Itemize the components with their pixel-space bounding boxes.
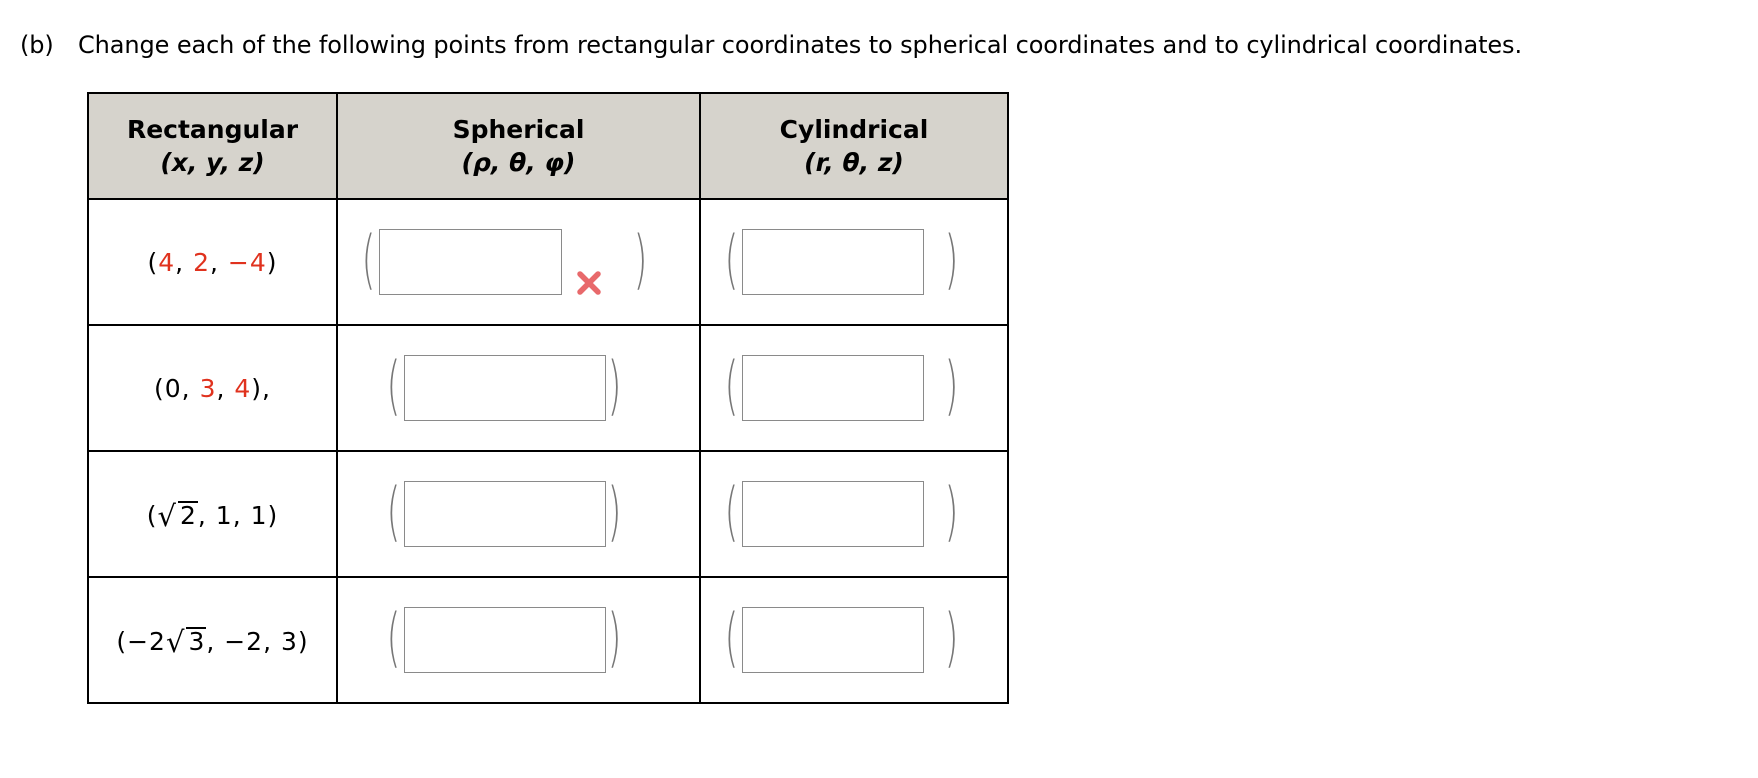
point-text: , [175, 247, 194, 277]
point-text: (−2 [116, 627, 166, 656]
question-prompt: Change each of the following points from rectangular coordinates to spherical coordinates and to cylindrical coordinates. [78, 31, 1522, 59]
open-paren: ( [724, 349, 739, 424]
header-title: Spherical [452, 115, 585, 144]
header-vars: (ρ, θ, φ) [461, 148, 576, 177]
spherical-answer-input[interactable] [404, 607, 606, 673]
cylindrical-answer-cell [700, 325, 1008, 451]
question-part-label: (b) [20, 31, 54, 59]
rectangular-point [89, 497, 336, 531]
table-row [88, 451, 1008, 577]
open-paren: ( [724, 475, 739, 550]
header-title: Rectangular [126, 115, 299, 144]
point-text: ( [154, 373, 165, 403]
open-paren: ( [386, 475, 401, 550]
radicand: 2 [179, 501, 197, 530]
square-root [166, 623, 206, 657]
rectangular-point-cell [88, 199, 337, 325]
x-mark-icon [576, 270, 602, 296]
point-text: , 1, 1) [197, 501, 279, 530]
spherical-answer-input[interactable] [404, 481, 606, 547]
spherical-answer-cell [337, 199, 700, 325]
spherical-answer-cell [337, 577, 700, 703]
point-text: , [181, 373, 200, 403]
open-paren: ( [724, 601, 739, 676]
header-spherical [337, 93, 700, 199]
radical-sign: √ [165, 625, 186, 659]
point-value-highlighted: 4 [234, 373, 252, 403]
spherical-answer-input[interactable] [379, 229, 562, 295]
header-cylindrical [700, 93, 1008, 199]
point-text: , −2, 3) [206, 627, 309, 656]
table-row [88, 325, 1008, 451]
header-title: Cylindrical [779, 115, 929, 144]
header-vars: (x, y, z) [160, 148, 265, 177]
coordinates-table [87, 92, 1009, 704]
open-paren: ( [386, 349, 401, 424]
radical-sign: √ [157, 499, 177, 533]
cylindrical-answer-input[interactable] [742, 481, 924, 547]
close-paren: ) [607, 601, 622, 676]
table-row [88, 199, 1008, 325]
open-paren: ( [386, 601, 401, 676]
header-vars: (r, θ, z) [804, 148, 904, 177]
square-root [158, 497, 198, 531]
close-paren: ) [607, 475, 622, 550]
close-paren: ) [944, 349, 959, 424]
point-value-highlighted: 3 [199, 373, 217, 403]
radicand: 3 [188, 627, 206, 656]
cylindrical-answer-input[interactable] [742, 355, 924, 421]
spherical-answer-input[interactable] [404, 355, 606, 421]
cylindrical-answer-cell [700, 577, 1008, 703]
close-paren: ) [607, 349, 622, 424]
close-paren: ) [633, 223, 648, 298]
point-text: , [216, 373, 235, 403]
close-paren: ) [944, 601, 959, 676]
table-row [88, 577, 1008, 703]
point-text: ) [266, 247, 278, 277]
spherical-answer-cell [337, 325, 700, 451]
close-paren: ) [944, 223, 959, 298]
point-value-highlighted: −4 [227, 247, 267, 277]
rectangular-point [89, 623, 336, 657]
question-text [20, 31, 1522, 59]
header-rectangular [88, 93, 337, 199]
point-text: 0 [164, 373, 182, 403]
open-paren: ( [724, 223, 739, 298]
spherical-answer-cell [337, 451, 700, 577]
rectangular-point-cell [88, 577, 337, 703]
rectangular-point [89, 248, 336, 277]
cylindrical-answer-cell [700, 451, 1008, 577]
cylindrical-answer-cell [700, 199, 1008, 325]
point-text: ( [146, 501, 158, 530]
rectangular-point-cell [88, 325, 337, 451]
open-paren: ( [361, 223, 376, 298]
rectangular-point-cell [88, 451, 337, 577]
point-text: ), [251, 373, 271, 403]
close-paren: ) [944, 475, 959, 550]
cylindrical-answer-input[interactable] [742, 607, 924, 673]
table-header-row [88, 93, 1008, 199]
point-text: , [209, 247, 228, 277]
rectangular-point [89, 374, 336, 403]
point-text: ( [147, 247, 159, 277]
point-value-highlighted: 4 [158, 247, 176, 277]
cylindrical-answer-input[interactable] [742, 229, 924, 295]
point-value-highlighted: 2 [193, 247, 210, 277]
